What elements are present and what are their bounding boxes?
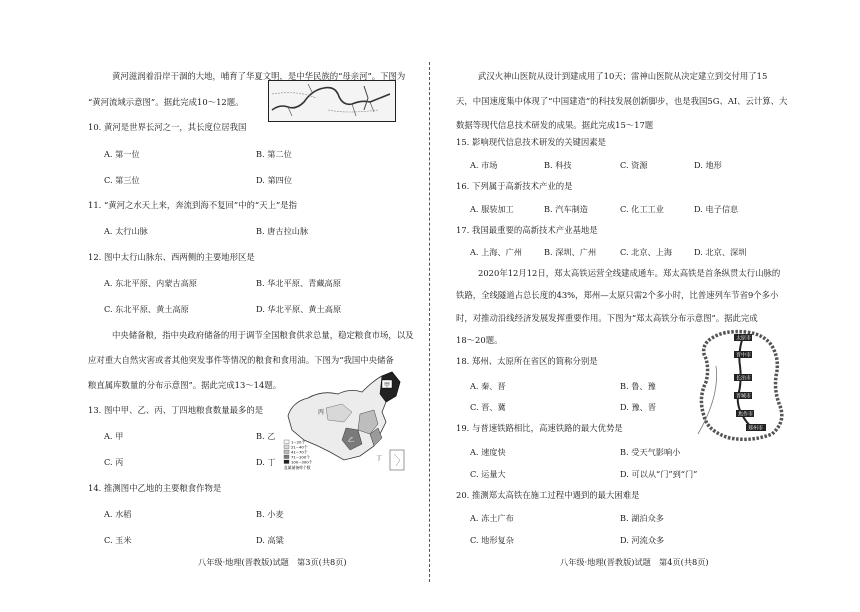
q16-option-d: D. 电子信息 (694, 204, 739, 214)
legend-item-2: 21~40个 (291, 444, 308, 450)
q11-stem: 11. “黄河之水天上来，奔流到海不复回”中的“天上”是指 (88, 200, 297, 210)
legend-item-4: 71~100个 (291, 454, 311, 460)
city-taiyuan: 太原市 (736, 335, 752, 342)
q16-option-c: C. 化工工业 (620, 204, 664, 214)
q17-option-c: C. 北京、上海 (620, 247, 673, 257)
q16-stem: 16. 下列属于高新技术产业的是 (456, 181, 573, 191)
q10-option-d: D. 第四位 (256, 175, 293, 185)
q13-option-b: B. 乙 (256, 431, 276, 441)
q19-option-b: B. 受天气影响小 (620, 447, 681, 457)
q14-stem: 14. 推测图中乙地的主要粮食作物是 (88, 483, 222, 493)
intro-yellow-river-line2: “黄河流域示意图”。据此完成10～12题。 (88, 97, 244, 107)
q19-option-c: C. 运量大 (470, 469, 506, 479)
q18-option-c: C. 晋、冀 (470, 402, 506, 412)
q14-option-d: D. 高粱 (256, 535, 284, 545)
q15-option-c: C. 资源 (620, 160, 648, 170)
intro-grain-line1: 中央储备粮，指中央政府储备的用于调节全国粮食供求总量，稳定粮食市场，以及 (112, 330, 414, 340)
q11-option-a: A. 太行山脉 (104, 226, 148, 236)
intro-grain-line3: 粮直属库数量的分布示意图”。据此完成13～14题。 (88, 380, 282, 390)
page-4 (430, 0, 860, 612)
q10-option-a: A. 第一位 (104, 149, 140, 159)
q10-option-c: C. 第三位 (104, 175, 140, 185)
q18-option-b: B. 鲁、豫 (620, 381, 656, 391)
q15-stem: 15. 影响现代信息技术研发的关键因素是 (456, 137, 606, 147)
q20-option-d: D. 河流众多 (620, 535, 665, 545)
intro-hospital-line1: 武汉火神山医院从设计到建成用了10天；雷神山医院从决定建立到交付用了15 (478, 71, 768, 81)
q15-option-b: B. 科技 (544, 160, 572, 170)
q14-option-c: C. 玉米 (104, 535, 132, 545)
q13-option-c: C. 丙 (104, 457, 124, 467)
intro-hospital-line3: 数据等现代信息技术研发的成果。据此完成15～17题 (456, 120, 654, 130)
yellow-river-map (268, 80, 396, 122)
intro-railway-line4: 18～20题。 (456, 335, 503, 345)
q12-stem: 12. 图中太行山脉东、西两侧的主要地形区是 (88, 252, 255, 262)
legend-item-5: 100~300个 (291, 459, 313, 465)
map-label-bing: 丙 (318, 409, 325, 416)
q16-option-b: B. 汽车制造 (544, 204, 588, 214)
q14-option-b: B. 小麦 (256, 509, 284, 519)
q20-option-b: B. 湖泊众多 (620, 513, 664, 523)
q11-option-b: B. 唐古拉山脉 (256, 226, 309, 236)
q19-option-d: D. 可以从“门”到“门” (620, 469, 698, 479)
q13-option-a: A. 甲 (104, 431, 124, 441)
zhengtai-railway-map (690, 326, 836, 444)
footer-page-4: 八年级·地理(晋教版)试题 第4页(共8页) (560, 557, 709, 567)
q10-option-b: B. 第二位 (256, 149, 292, 159)
q15-option-a: A. 市场 (470, 160, 498, 170)
q14-option-a: A. 水稻 (104, 509, 132, 519)
q17-stem: 17. 我国最重要的高新技术产业基地是 (456, 225, 598, 235)
city-jincheng: 晋城市 (736, 393, 752, 400)
intro-railway-line3: 时，对推动沿线经济发展发挥重要作用。下图为“郑太高铁分布示意图”。据此完成 (456, 313, 758, 323)
q12-option-a: A. 东北平原、内蒙古高原 (104, 278, 197, 288)
city-changzhi: 长治市 (736, 375, 752, 382)
q16-option-a: A. 服装加工 (470, 204, 514, 214)
q17-option-a: A. 上海、广州 (470, 247, 523, 257)
q18-option-a: A. 秦、晋 (470, 381, 506, 391)
legend-item-1: 1~20个 (291, 439, 306, 445)
q18-option-d: D. 豫、晋 (620, 402, 657, 412)
map-label-jia: 甲 (383, 382, 391, 389)
map-label-ding: 丁 (376, 455, 383, 462)
legend-note: 直属储备库个数 (284, 465, 311, 470)
q10-stem: 10. 黄河是世界长河之一，其长度位居我国 (88, 122, 247, 132)
intro-railway-line2: 铁路，全线隧道占总长度的43%，郑州—太原只需2个多小时，比普速列车节省9个多小 (456, 290, 779, 300)
q17-option-b: B. 深圳、广州 (544, 247, 597, 257)
grain-map-legend (284, 440, 313, 471)
intro-grain-line2: 应对重大自然灾害或者其他突发事件等情况的粮食和食用油。下图为“我国中央储备 (88, 355, 394, 365)
intro-railway-line1: 2020年12月12日，郑太高铁运营全线建成通车。郑太高铁是首条纵贯太行山脉的 (478, 268, 781, 278)
q12-option-c: C. 东北平原、黄土高原 (104, 304, 189, 314)
intro-yellow-river-line1: 黄河滋润着沿岸干涸的大地，哺育了华夏文明，是中华民族的“母亲河”。下图为 (112, 71, 406, 81)
grain-reserve-map (282, 368, 410, 474)
intro-hospital-line2: 天，中国速度集中体现了“中国建造”的科技发展创新脚步，也是我国5G、AI、云计算、大 (456, 96, 788, 106)
city-jiaozuo: 焦作市 (738, 411, 754, 418)
q13-stem: 13. 图中甲、乙、丙、丁四地粮食数量最多的是 (88, 405, 264, 415)
q18-stem: 18. 郑州、太原所在省区的简称分别是 (456, 356, 598, 366)
q12-option-b: B. 华北平原、青藏高原 (256, 278, 341, 288)
map-label-yi: 乙 (348, 437, 355, 444)
q17-option-d: D. 北京、深圳 (694, 247, 747, 257)
q19-option-a: A. 速度快 (470, 447, 506, 457)
q19-stem: 19. 与普速铁路相比，高速铁路的最大优势是 (456, 423, 623, 433)
q12-option-d: D. 华北平原、黄土高原 (256, 304, 342, 314)
city-zhengzhou: 郑州市 (748, 425, 764, 432)
legend-item-3: 41~70个 (291, 449, 308, 455)
city-jinzhong: 晋中市 (736, 352, 752, 359)
q15-option-d: D. 地形 (694, 160, 722, 170)
q20-option-c: C. 地形复杂 (470, 535, 514, 545)
q13-option-d: D. 丁 (256, 457, 276, 467)
q20-stem: 20. 推测郑太高铁在施工过程中遇到的最大困难是 (456, 490, 640, 500)
footer-page-3: 八年级·地理(晋教版)试题 第3页(共8页) (198, 557, 347, 567)
q20-option-a: A. 冻土广布 (470, 513, 514, 523)
